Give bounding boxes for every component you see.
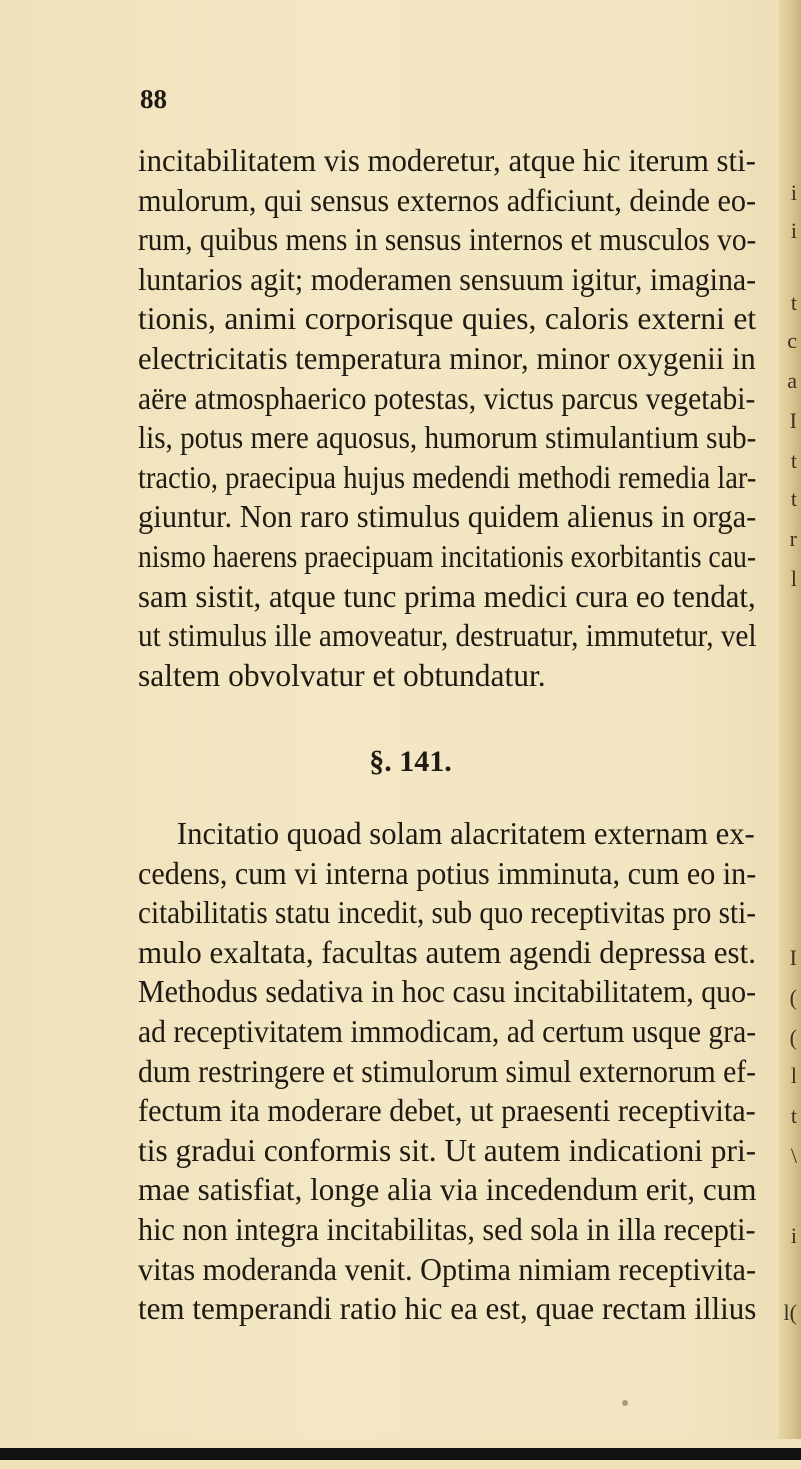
text-line: ut stimulus ille amoveatur, destruatur, immutetur, vel <box>138 618 757 654</box>
text-line: cedens, cum vi interna potius imminuta, cum eo in- <box>138 855 757 891</box>
text-line: saltem obvolvatur et obtundatur. <box>138 657 546 693</box>
edge-glyph: ( <box>789 985 797 1010</box>
edge-glyph: a <box>787 368 797 393</box>
text-line: mulorum, qui sensus externos adficiunt, deinde eo- <box>138 182 757 218</box>
text-line: sam sistit, atque tunc prima medici cura eo tendat, <box>138 578 756 614</box>
paper-spot <box>622 1400 628 1406</box>
edge-glyph: t <box>790 290 797 315</box>
edge-glyph: i <box>790 218 797 243</box>
text-line: citabilitatis statu incedit, sub quo receptivitas pro sti- <box>138 895 756 931</box>
edge-glyph: t <box>790 1103 797 1128</box>
paragraph-1 <box>138 141 756 695</box>
text-line: tractio, praecipua hujus medendi methodi remedia lar- <box>138 459 757 495</box>
text-line: tem temperandi ratio hic ea est, quae rectam illius <box>138 1291 757 1327</box>
edge-glyph: \ <box>790 1143 797 1168</box>
edge-glyph: t <box>790 448 797 473</box>
text-line: incitabilitatem vis moderetur, atque hic iterum sti- <box>138 143 756 178</box>
text-line: electricitatis temperatura minor, minor oxygenii in <box>138 340 756 376</box>
edge-glyph: c <box>787 328 797 353</box>
page-bottom-edge <box>0 1439 801 1469</box>
paragraph-2 <box>138 814 756 1329</box>
text-line: Incitatio quoad solam alacritatem externam ex- <box>176 816 755 851</box>
edge-glyph: r <box>789 526 797 551</box>
text-line: mulo exaltata, facultas autem agendi depressa est. <box>138 934 756 970</box>
edge-glyph: ( <box>789 1025 797 1050</box>
text-line: rum, quibus mens in sensus internos et musculos vo- <box>138 222 757 258</box>
text-line: dum restringere et stimulorum simul externorum ef- <box>138 1053 757 1089</box>
edge-glyph: l <box>790 1063 797 1088</box>
text-line: tionis, animi corporisque quies, caloris externi et <box>138 301 757 337</box>
section-heading: §. 141. <box>369 745 452 778</box>
edge-glyph: l <box>790 566 797 591</box>
edge-glyph: I <box>789 945 797 970</box>
text-line: ad receptivitatem immodicam, ad certum usque gra- <box>138 1013 757 1049</box>
text-line: fectum ita moderare debet, ut praesenti receptivita- <box>138 1093 756 1129</box>
text-line: giuntur. Non raro stimulus quidem alienus in orga- <box>138 499 757 535</box>
text-line: nismo haerens praecipuam incitationis exorbitantis cau- <box>138 538 757 574</box>
text-line: vitas moderanda venit. Optima nimiam receptivita- <box>138 1251 757 1287</box>
edge-glyph: t <box>790 486 797 511</box>
page-number: 88 <box>140 84 167 114</box>
text-line: mae satisfiat, longe alia via incedendum erit, cum <box>138 1172 757 1208</box>
edge-glyph: l( <box>783 1300 797 1325</box>
text-line: tis gradui conformis sit. Ut autem indicationi pri- <box>138 1132 757 1168</box>
text-line: Methodus sedativa in hoc casu incitabilitatem, quo- <box>138 974 757 1010</box>
edge-glyph: i <box>790 1223 797 1248</box>
edge-glyph: i <box>790 180 797 205</box>
text-line: luntarios agit; moderamen sensuum igitur, imagina- <box>138 261 757 297</box>
text-line: aëre atmosphaerico potestas, victus parcus vegetabi- <box>138 380 756 416</box>
text-line: hic non integra incitabilitas, sed sola in illa recepti- <box>138 1211 756 1247</box>
edge-glyph: I <box>789 408 797 433</box>
text-line: lis, potus mere aquosus, humorum stimulantium sub- <box>138 420 757 456</box>
facing-page-edge <box>779 0 801 1469</box>
